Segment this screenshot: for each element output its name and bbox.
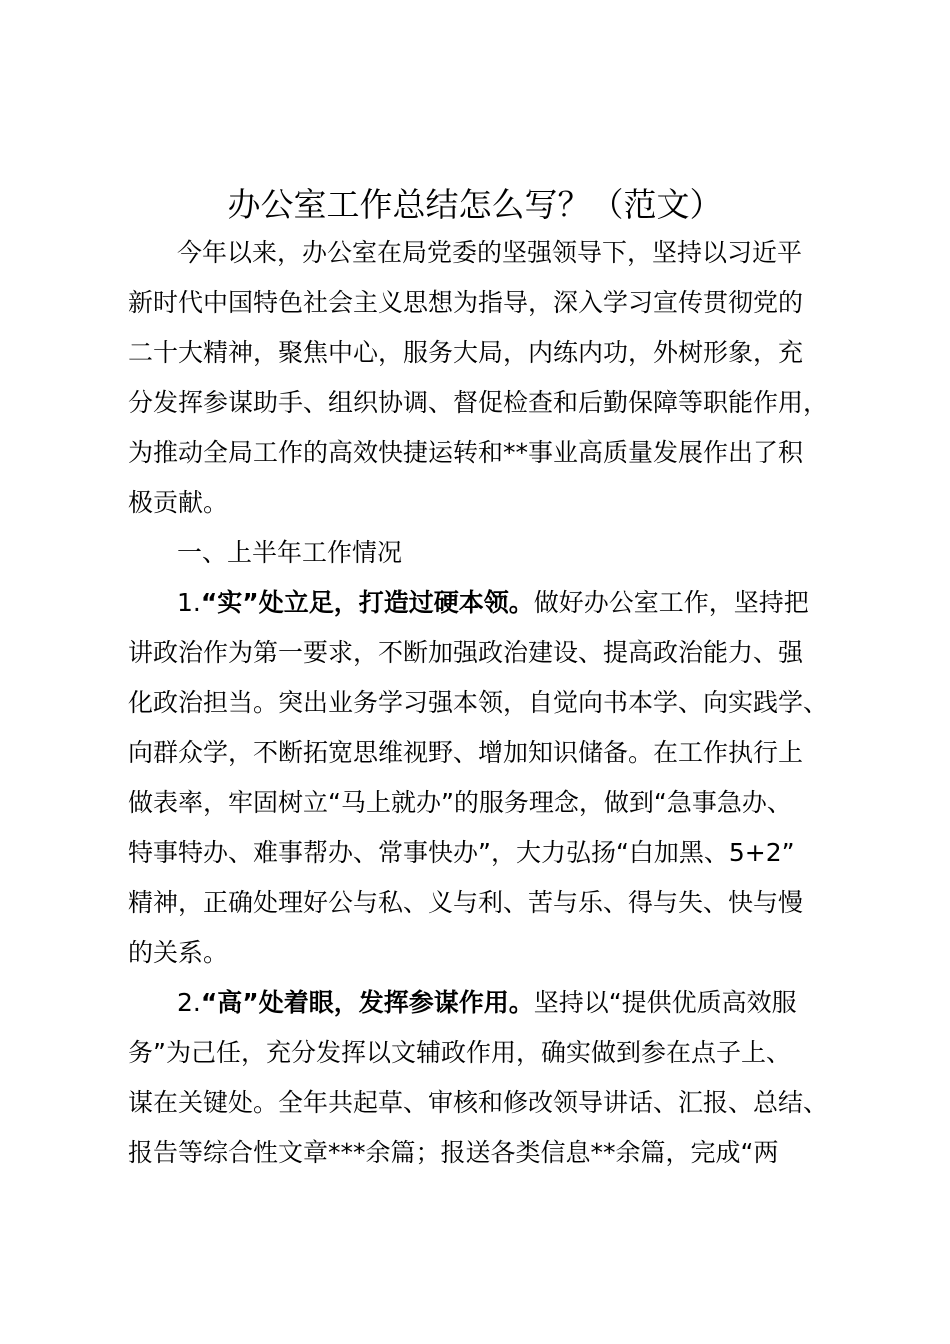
intro-line: 二十大精神，聚焦中心，服务大局，内练内功，外树形象，充 [128, 338, 804, 367]
item2-line: 报告等综合性文章***余篇；报送各类信息**余篇，完成“两 [128, 1138, 779, 1167]
intro-line: 今年以来，办公室在局党委的坚强领导下，坚持以习近平 [177, 238, 803, 267]
intro-line: 分发挥参谋助手、组织协调、督促检查和后勤保障等职能作用， [128, 388, 829, 417]
item1-line: 特事特办、难事帮办、常事快办”，大力弘扬“白加黑、5+2” [128, 838, 795, 867]
item1-line: 精神，正确处理好公与私、义与利、苦与乐、得与失、快与慢 [128, 888, 804, 917]
item1-first-line [177, 578, 897, 628]
item2-number: 2. [177, 988, 201, 1017]
item1-line: 化政治担当。突出业务学习强本领，自觉向书本学、向实践学、 [128, 688, 829, 717]
intro-line: 为推动全局工作的高效快捷运转和**事业高质量发展作出了积 [128, 438, 804, 467]
item2-first-line [177, 978, 897, 1028]
document-title: 办公室工作总结怎么写？（范文） [227, 185, 723, 224]
item2-line: 务”为己任，充分发挥以文辅政作用，确实做到参在点子上、 [128, 1038, 791, 1067]
item1-line: 向群众学，不断拓宽思维视野、增加知识储备。在工作执行上 [128, 738, 804, 767]
section-heading: 一、上半年工作情况 [177, 538, 403, 567]
intro-line: 新时代中国特色社会主义思想为指导，深入学习宣传贯彻党的 [128, 288, 804, 317]
item2-text: 坚持以“提供优质高效服 [533, 988, 797, 1017]
item1-line: 做表率，牢固树立“马上就办”的服务理念，做到“急事急办、 [128, 788, 792, 817]
item1-number: 1. [177, 588, 201, 617]
item2-line: 谋在关键处。全年共起草、审核和修改领导讲话、汇报、总结、 [128, 1088, 829, 1117]
item2-bold-heading: “高”处着眼，发挥参谋作用。 [200, 988, 534, 1017]
item1-line: 的关系。 [128, 938, 229, 967]
item1-line: 讲政治作为第一要求，不断加强政治建设、提高政治能力、强 [128, 638, 804, 667]
item1-text: 做好办公室工作，坚持把 [533, 588, 809, 617]
item1-bold-heading: “实”处立足，打造过硬本领。 [200, 588, 534, 617]
intro-line: 极贡献。 [128, 488, 229, 517]
